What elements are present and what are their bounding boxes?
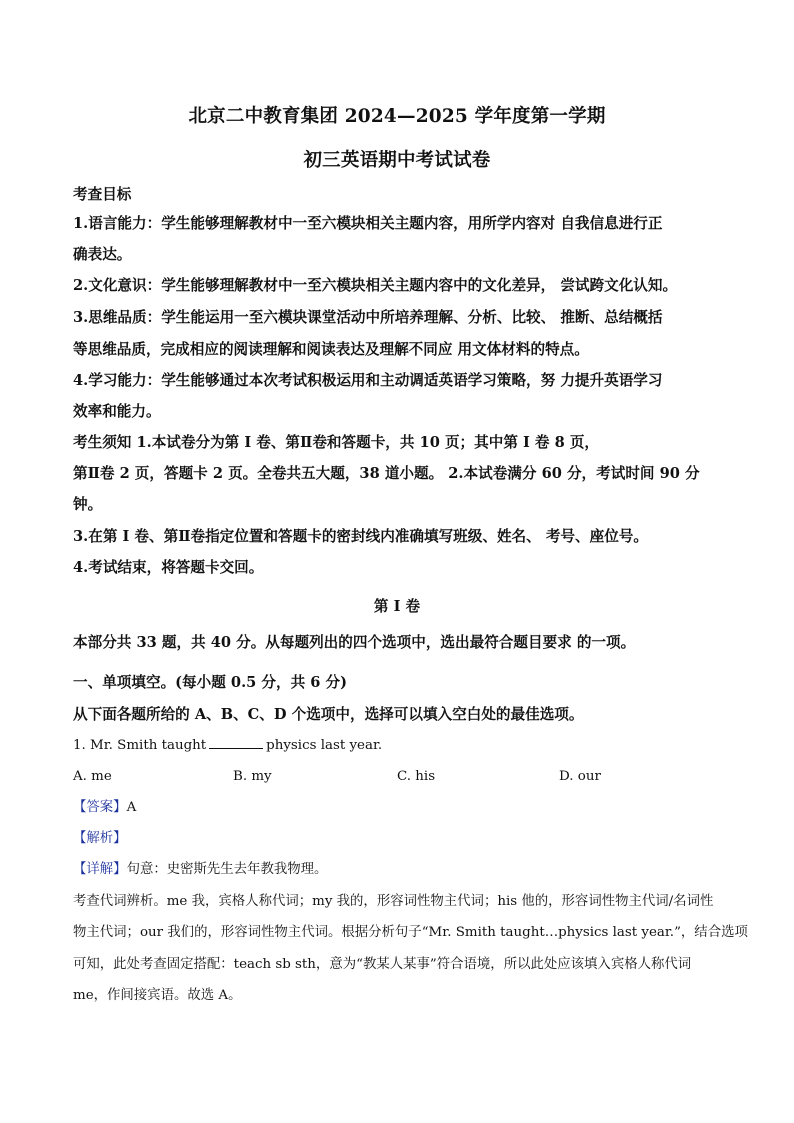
- notice-line: 4.考试结束，将答题卡交回。: [73, 559, 264, 576]
- question-stem-after: physics last year.: [266, 738, 383, 753]
- objectives-heading: 考查目标: [73, 186, 132, 203]
- exam-title-line2: 初三英语期中考试试卷: [303, 150, 491, 171]
- answer-blank: [209, 736, 263, 749]
- part-heading: 第 I 卷: [373, 598, 421, 615]
- analysis-tag: 【解析】: [73, 831, 127, 846]
- analysis-line: [73, 829, 127, 849]
- objective-line: 效率和能力。: [73, 403, 161, 420]
- explanation-line: me，作间接宾语。故选 A。: [73, 988, 242, 1003]
- section-title: 一、单项填空。(每小题 0.5 分，共 6 分): [73, 674, 347, 691]
- question-stem-before: 1. Mr. Smith taught: [73, 738, 207, 753]
- part-intro: 本部分共 33 题，共 40 分。从每题列出的四个选项中，选出最符合题目要求 的一项。: [73, 634, 636, 651]
- explanation-line: 可知，此处考查固定搭配：teach sb sth，意为“教某人某事”符合语境，所以此处应该填入宾格人称代词: [73, 957, 692, 972]
- objective-line: 确表达。: [73, 246, 132, 263]
- objective-line: 3.思维品质：学生能运用一至六模块课堂活动中所培养理解、分析、比较、 推断、总结概括: [73, 309, 663, 326]
- section-instruction: 从下面各题所给的 A、B、C、D 个选项中，选择可以填入空白处的最佳选项。: [73, 706, 584, 723]
- exam-title-line1: 北京二中教育集团 2024—2025 学年度第一学期: [188, 106, 606, 127]
- objective-line: 等思维品质，完成相应的阅读理解和阅读表达及理解不同应 用文体材料的特点。: [73, 341, 589, 358]
- objective-line: 4.学习能力：学生能够通过本次考试积极运用和主动调适英语学习策略，努 力提升英语学习: [73, 372, 663, 389]
- notice-line: 考生须知 1.本试卷分为第 I 卷、第Ⅱ卷和答题卡，共 10 页；其中第 I 卷 8 页，: [73, 434, 600, 451]
- detail-line: [73, 860, 327, 880]
- notice-line: 第Ⅱ卷 2 页，答题卡 2 页。全卷共五大题，38 道小题。 2.本试卷满分 60 分，考试时间 90 分: [73, 465, 700, 482]
- question-stem: [73, 736, 382, 756]
- objective-line: 1.语言能力：学生能够理解教材中一至六模块相关主题内容，用所学内容对 自我信息进行正: [73, 215, 663, 232]
- notice-line: 钟。: [73, 496, 103, 513]
- answer-value: A: [126, 800, 137, 815]
- option-d: D. our: [559, 769, 601, 784]
- explanation-line: 考查代词辨析。me 我，宾格人称代词；my 我的，形容词性物主代词；his 他的，形容词性物主代词/名词性: [73, 894, 714, 909]
- option-c: C. his: [397, 769, 436, 784]
- detail-tag: 【详解】: [73, 862, 127, 877]
- objective-line: 2.文化意识：学生能够理解教材中一至六模块相关主题内容中的文化差异， 尝试跨文化认知。: [73, 277, 678, 294]
- explanation-line: 物主代词；our 我们的，形容词性物主代词。根据分析句子“Mr. Smith taught…physics last year.”，结合选项: [73, 925, 748, 940]
- option-b: B. my: [233, 769, 272, 784]
- option-a: A. me: [73, 769, 112, 784]
- answer-tag: 【答案】: [73, 800, 127, 815]
- answer-line: [73, 798, 136, 818]
- detail-text: 句意：史密斯先生去年教我物理。: [126, 862, 328, 877]
- notice-line: 3.在第 I 卷、第Ⅱ卷指定位置和答题卡的密封线内准确填写班级、姓名、 考号、座位号。: [73, 528, 648, 545]
